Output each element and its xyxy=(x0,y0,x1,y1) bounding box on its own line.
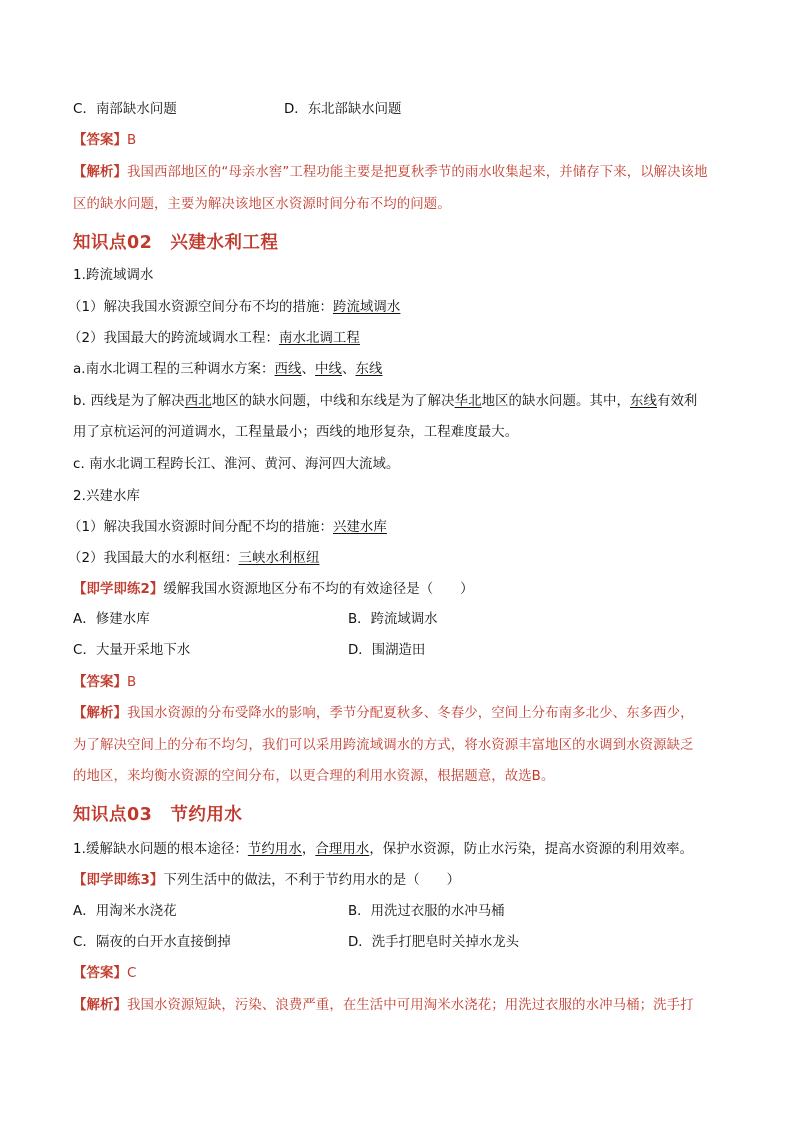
practice-3-question: 【即学即练3】下列生活中的做法，不利于节约用水的是（ ） xyxy=(73,873,461,888)
answer-tag: 【答案】 xyxy=(73,675,127,690)
s2-p5: b. 西线是为了解决西北地区的缺水问题，中线和东线是为了解决华北地区的缺水问题。其中，东线有效利 xyxy=(73,394,698,409)
option-c: C．南部缺水问题 xyxy=(73,102,177,117)
answer-3 xyxy=(73,964,136,984)
s3-p1: 1.缓解缺水问题的根本途径：节约用水，合理用水，保护水资源，防止水污染，提高水资源的利用效率。 xyxy=(73,842,694,857)
analysis-1-line-1 xyxy=(73,163,708,183)
answer-value: B xyxy=(126,133,137,148)
practice-3-option-b: B．用洗过衣服的水冲马桶 xyxy=(348,904,505,919)
practice-tag: 【即学即练3】 xyxy=(73,873,164,888)
analysis-tag: 【解析】 xyxy=(73,165,127,180)
answer-tag: 【答案】 xyxy=(73,966,127,981)
s2-p4: a.南水北调工程的三种调水方案：西线、中线、东线 xyxy=(73,362,383,377)
practice-tag: 【即学即练2】 xyxy=(73,582,164,597)
practice-3-option-a: A．用淘米水浇花 xyxy=(73,904,177,919)
analysis-text: 我国西部地区的“母亲水窖”工程功能主要是把夏秋季节的雨水收集起来，并储存下来，以解决该地 xyxy=(126,165,708,180)
answer-2 xyxy=(73,673,136,693)
analysis-tag: 【解析】 xyxy=(73,706,127,721)
practice-3-option-c: C．隔夜的白开水直接倒掉 xyxy=(73,935,231,950)
s2-p3: （2）我国最大的跨流域调水工程：南水北调工程 xyxy=(68,331,360,346)
answer-value: B xyxy=(126,675,137,690)
answer-1 xyxy=(73,131,136,151)
analysis-2-line-1: 【解析】我国水资源的分布受降水的影响，季节分配夏秋多、冬春少，空间上分布南多北少、东多西少， xyxy=(73,706,694,721)
analysis-2-line-3: 的地区，来均衡水资源的空间分布，以更合理的利用水资源，根据题意，故选B。 xyxy=(73,769,555,784)
s2-p6: 用了京杭运河的河道调水，工程量最小；西线的地形复杂，工程难度最大。 xyxy=(73,425,519,440)
practice-3-option-d: D．洗手打肥皂时关掉水龙头 xyxy=(348,935,519,950)
analysis-3-line-1: 【解析】我国水资源短缺，污染、浪费严重，在生活中可用淘米水浇花；用洗过衣服的水冲马桶；洗手打 xyxy=(73,998,694,1013)
s2-p8: 2.兴建水库 xyxy=(73,489,140,504)
practice-2-question: 【即学即练2】缓解我国水资源地区分布不均的有效途径是（ ） xyxy=(73,582,474,597)
answer-tag: 【答案】 xyxy=(73,133,127,148)
analysis-1-line-2: 区的缺水问题，主要为解决该地区水资源时间分布不均的问题。 xyxy=(73,197,451,212)
s2-p7: c. 南水北调工程跨长江、淮河、黄河、海河四大流域。 xyxy=(73,457,400,472)
s2-p1: 1.跨流域调水 xyxy=(73,268,154,283)
section-heading-03: 知识点03 节约用水 xyxy=(73,805,243,825)
practice-2-option-b: B．跨流域调水 xyxy=(348,612,438,627)
s2-p10: （2）我国最大的水利枢纽：三峡水利枢纽 xyxy=(68,551,320,566)
practice-2-option-d: D．围湖造田 xyxy=(348,643,426,658)
s2-p2: （1）解决我国水资源空间分布不均的措施：跨流域调水 xyxy=(68,300,401,315)
practice-2-option-c: C．大量开采地下水 xyxy=(73,643,191,658)
analysis-tag: 【解析】 xyxy=(73,998,127,1013)
practice-2-option-a: A．修建水库 xyxy=(73,612,150,627)
analysis-2-line-2: 为了解决空间上的分布不均匀，我们可以采用跨流域调水的方式，将水资源丰富地区的水调到水资源缺乏 xyxy=(73,738,694,753)
option-d: D．东北部缺水问题 xyxy=(284,102,402,117)
answer-value: C xyxy=(126,966,137,981)
s2-p9: （1）解决我国水资源时间分配不均的措施：兴建水库 xyxy=(68,520,387,535)
section-heading-02: 知识点02 兴建水利工程 xyxy=(73,233,279,253)
